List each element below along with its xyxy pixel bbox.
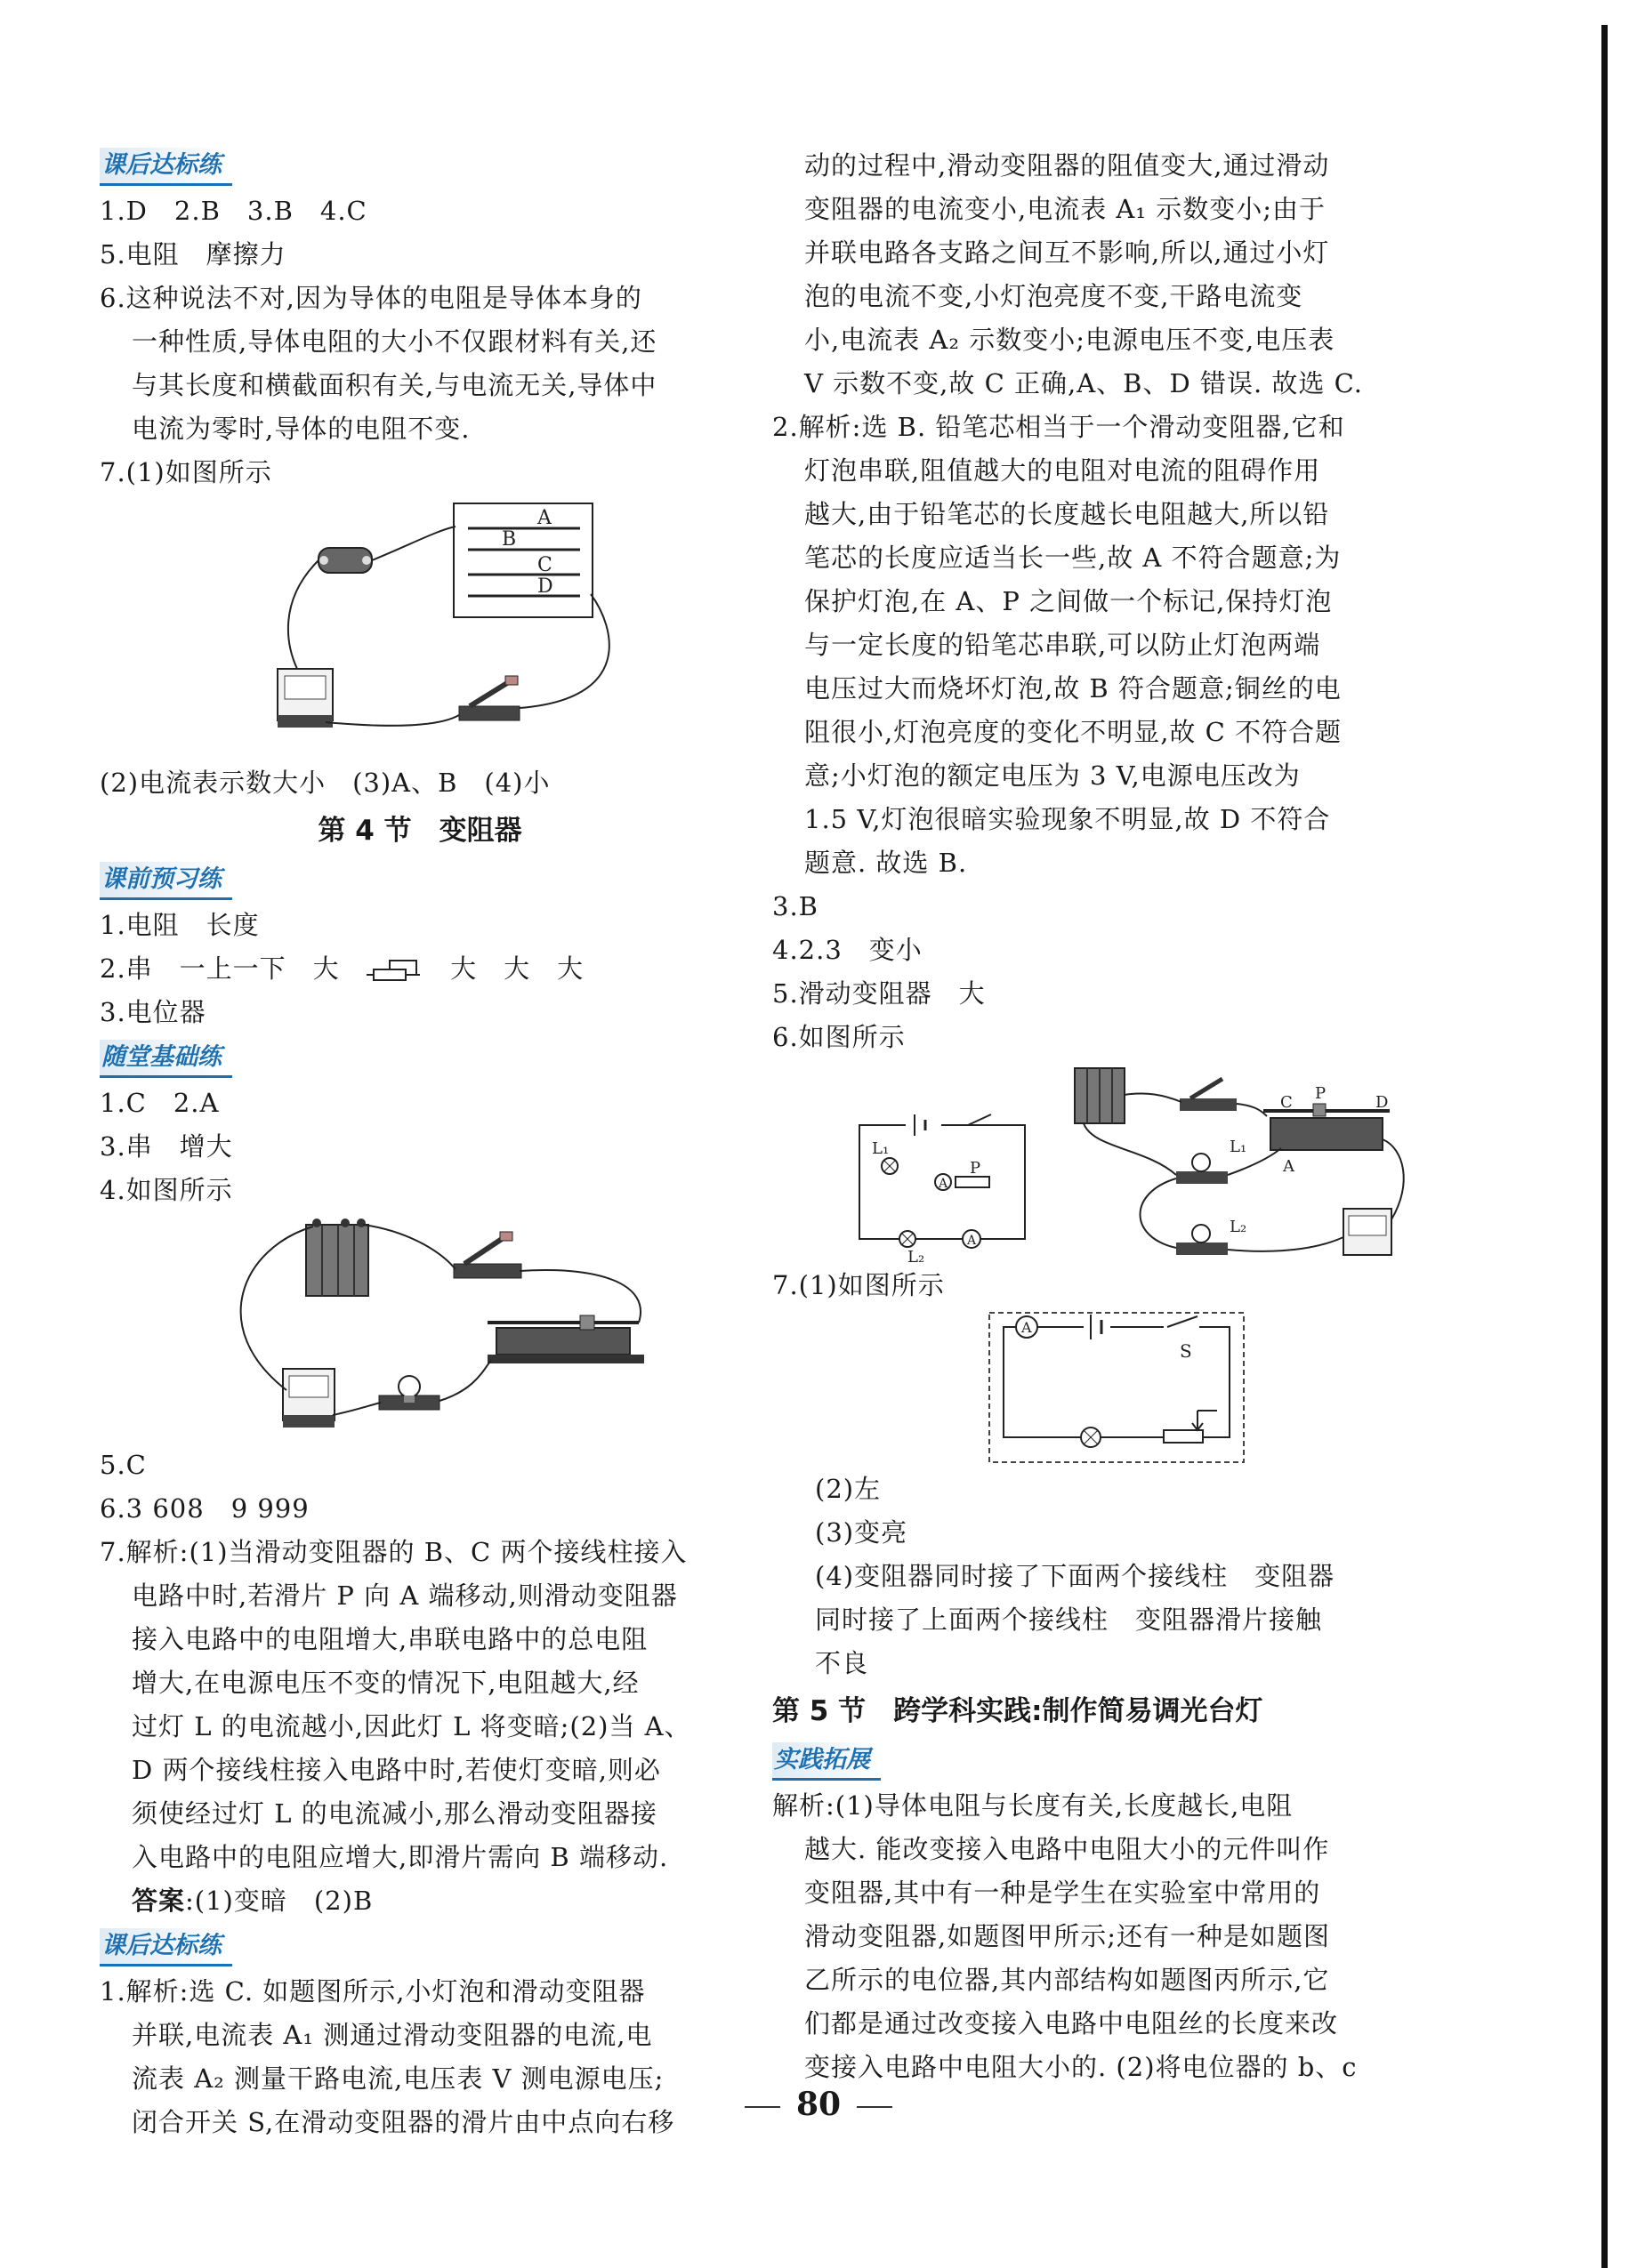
answer-line: (4)变阻器同时接了下面两个接线柱 变阻器 — [815, 1561, 1335, 1591]
answer-line: 一种性质,导体电阻的大小不仅跟材料有关,还 — [132, 326, 657, 357]
answer-line: 越大. 能改变接入电路中电阻大小的元件叫作 — [804, 1834, 1330, 1864]
answer-line: 保护灯泡,在 A、P 之间做一个标记,保持灯泡 — [804, 586, 1333, 616]
answer-line: 7.(1)如图所示 — [100, 457, 272, 487]
answer-line: (2)左 — [815, 1474, 882, 1504]
answer-line: 变接入电路中电阻大小的. (2)将电位器的 b、c — [804, 2052, 1358, 2082]
switch-icon — [454, 1232, 521, 1278]
bulb-icon — [379, 1376, 439, 1410]
answer-line: 1.5 V,灯泡很暗实验现象不明显,故 D 不符合 — [804, 804, 1331, 834]
answer-line: 灯泡串联,阻值越大的电阻对电流的阻碍作用 — [804, 455, 1321, 486]
answer-line: 电路中时,若滑片 P 向 A 端移动,则滑动变阻器 — [132, 1580, 678, 1611]
label-p-physical: P — [1315, 1084, 1327, 1103]
answer-line: 乙所示的电位器,其内部结构如题图丙所示,它 — [804, 1965, 1330, 1995]
answer-line: V 示数不变,故 C 正确,A、B、D 错误. 故选 C. — [804, 368, 1363, 398]
answer-line: 笔芯的长度应适当长一些,故 A 不符合题意;为 — [804, 543, 1342, 573]
resistance-wire-circuit-figure — [100, 495, 740, 761]
answer-line: 滑动变阻器,如题图甲所示;还有一种是如题图 — [804, 1921, 1330, 1951]
answer-line: 3.B — [772, 891, 818, 921]
answer-line: 流表 A₂ 测量干路电流,电压表 V 测电源电压; — [132, 2063, 665, 2094]
answer-line: 3.电位器 — [100, 997, 206, 1027]
answer-line: 6.这种说法不对,因为导体的电阻是导体本身的 — [100, 283, 642, 313]
answer-line: 1.C 2.A — [100, 1088, 220, 1118]
wire-label-b: B — [502, 528, 517, 551]
answer-line: 并联,电流表 A₁ 测通过滑动变阻器的电流,电 — [132, 2020, 653, 2050]
answer-line: 1.解析:选 C. 如题图所示,小灯泡和滑动变阻器 — [100, 1976, 646, 2007]
label-a: A — [1021, 1319, 1032, 1336]
rheostat-circuit-figure — [100, 1212, 740, 1444]
answer-line: 3.串 增大 — [100, 1131, 233, 1162]
answer-text: 2.串 一上一下 大 — [100, 953, 340, 984]
section-title: 课后达标练 — [100, 1928, 232, 1966]
label-s: S — [1180, 1340, 1192, 1362]
section-title: 课前预习练 — [100, 862, 232, 900]
answer-line: 闭合开关 S,在滑动变阻器的滑片由中点向右移 — [132, 2107, 675, 2137]
answer-line: (2)电流表示数大小 (3)A、B (4)小 — [100, 768, 551, 798]
answer-line: 不良 — [815, 1648, 869, 1678]
answer-line: 7.解析:(1)当滑动变阻器的 B、C 两个接线柱接入 — [100, 1537, 688, 1567]
answer-line: 动的过程中,滑动变阻器的阻值变大,通过滑动 — [804, 150, 1330, 181]
answer-line: 越大,由于铅笔芯的长度越长电阻越大,所以铅 — [804, 499, 1330, 529]
answer-line: 们都是通过改变接入电路中电阻丝的长度来改 — [804, 2008, 1339, 2039]
answer-line: 过灯 L 的电流越小,因此灯 L 将变暗;(2)当 A、 — [132, 1711, 691, 1741]
answer-label: 答案 — [132, 1886, 186, 1916]
right-column — [772, 144, 1422, 2089]
label-l2: L₂ — [907, 1248, 925, 1264]
answer-line: 1.电阻 长度 — [100, 910, 260, 940]
answer-line: (3)变亮 — [815, 1517, 908, 1548]
answer-text: 大 大 大 — [450, 953, 585, 984]
answer-line: 增大,在电源电压不变的情况下,电阻越大,经 — [132, 1668, 640, 1698]
answer-line: 题意. 故选 B. — [804, 848, 968, 878]
answer-line: 2.解析:选 B. 铅笔芯相当于一个滑动变阻器,它和 — [772, 412, 1345, 442]
label-a-meter: A — [967, 1234, 977, 1248]
answer-line: 泡的电流不变,小灯泡亮度不变,干路电流变 — [804, 281, 1303, 311]
answer-line: 与其长度和横截面积有关,与电流无关,导体中 — [132, 370, 657, 400]
answer-line: 5.C — [100, 1450, 147, 1480]
answer-line: 电压过大而烧坏灯泡,故 B 符合题意;铜丝的电 — [804, 673, 1342, 704]
rheostat-symbol-icon — [367, 957, 423, 984]
circuit-schematic — [859, 1114, 1025, 1264]
answer-line: D 两个接线柱接入电路中时,若使灯变暗,则必 — [132, 1755, 661, 1785]
wire-label-d: D — [537, 575, 553, 598]
label-a-terminal: A — [1283, 1157, 1294, 1176]
rheostat-symbol-icon — [1164, 1430, 1203, 1443]
answer-line: 须使经过灯 L 的电流减小,那么滑动变阻器接 — [132, 1798, 657, 1829]
label-l1: L₁ — [872, 1139, 890, 1158]
section-title: 实践拓展 — [772, 1742, 881, 1781]
label-a-meter: A — [939, 1177, 948, 1191]
answer-line: 解析:(1)导体电阻与长度有关,长度越长,电阻 — [772, 1790, 1294, 1821]
chapter-title: 第 5 节 跨学科实践:制作简易调光台灯 — [772, 1695, 1263, 1727]
left-column — [100, 142, 740, 2144]
physical-circuit — [1075, 1068, 1404, 1255]
answer-line: 6.如图所示 — [772, 1022, 906, 1052]
answer-line: 同时接了上面两个接线柱 变阻器滑片接触 — [815, 1604, 1323, 1635]
battery-pack-icon — [306, 1218, 368, 1296]
answer-line: 4.2.3 变小 — [772, 935, 923, 965]
answer-line: 6.3 608 9 999 — [100, 1493, 310, 1524]
sliding-rheostat-icon — [488, 1315, 644, 1363]
answer-line — [100, 947, 740, 991]
series-circuit-figure — [772, 1307, 1422, 1468]
page-edge-bar — [1601, 25, 1608, 2268]
parallel-circuit-figure — [772, 1059, 1422, 1264]
answer-line: 小,电流表 A₂ 示数变小;电源电压不变,电压表 — [804, 325, 1335, 355]
answer-line: 1.D 2.B 3.B 4.C — [100, 196, 367, 226]
label-l1-physical: L₁ — [1230, 1138, 1247, 1156]
section-title: 课后达标练 — [100, 148, 232, 186]
switch-icon — [459, 676, 520, 720]
page-number-text: 80 — [795, 2086, 842, 2123]
battery-icon — [319, 548, 372, 573]
answer-line: 7.(1)如图所示 — [772, 1270, 945, 1300]
answer-line: 阻很小,灯泡亮度的变化不明显,故 C 不符合题 — [804, 717, 1343, 747]
answer-line: 电流为零时,导体的电阻不变. — [132, 414, 471, 444]
answer-line: 意;小灯泡的额定电压为 3 V,电源电压改为 — [804, 760, 1301, 791]
wire-label-a: A — [537, 507, 552, 529]
wire-label-c: C — [537, 554, 552, 576]
answer-line: 变阻器的电流变小,电流表 A₁ 示数变小;由于 — [804, 194, 1326, 224]
label-p: P — [970, 1159, 981, 1178]
answer-line — [100, 1879, 740, 1923]
answer-line: 5.电阻 摩擦力 — [100, 239, 286, 269]
label-l2-physical: L₂ — [1230, 1218, 1247, 1236]
answer-line: 与一定长度的铅笔芯串联,可以防止灯泡两端 — [804, 630, 1321, 660]
answer-line: 接入电路中的电阻增大,串联电路中的总电阻 — [132, 1624, 649, 1654]
answer-line: 5.滑动变阻器 大 — [772, 978, 986, 1009]
ammeter-icon — [278, 669, 333, 728]
answer-text: :(1)变暗 (2)B — [185, 1886, 374, 1916]
label-c: C — [1280, 1093, 1293, 1112]
answer-line: 4.如图所示 — [100, 1175, 233, 1205]
section-title: 随堂基础练 — [100, 1040, 232, 1078]
page-number — [0, 2086, 1637, 2123]
chapter-title: 第 4 节 变阻器 — [318, 815, 522, 847]
answer-line: 变阻器,其中有一种是学生在实验室中常用的 — [804, 1878, 1321, 1908]
voltmeter-icon — [283, 1369, 335, 1428]
answer-line: 并联电路各支路之间互不影响,所以,通过小灯 — [804, 237, 1330, 268]
label-d: D — [1375, 1093, 1389, 1112]
answer-line: 入电路中的电阻应增大,即滑片需向 B 端移动. — [132, 1842, 669, 1872]
